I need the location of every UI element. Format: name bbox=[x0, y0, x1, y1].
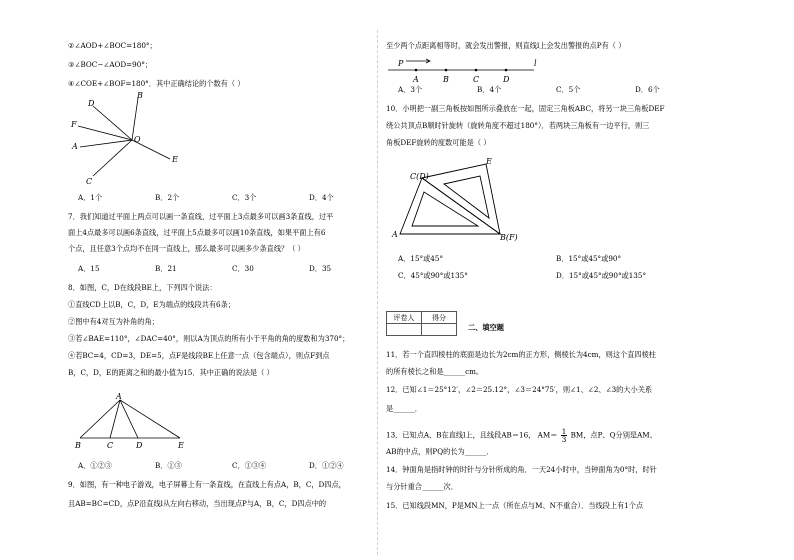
q14-line-2: 与分针重合______次． bbox=[386, 482, 458, 491]
ray-oc bbox=[93, 140, 132, 176]
q13-am: AM＝ bbox=[537, 430, 558, 440]
point-c bbox=[475, 69, 478, 72]
label-o: O bbox=[134, 135, 141, 144]
label-c: C bbox=[107, 441, 114, 450]
q9-line-3: 至少两个点距离相等时，就会发出警报，则直线l上会发出警报的点P有（ ） bbox=[386, 41, 626, 50]
q13-frac-num: 1 bbox=[561, 427, 567, 436]
q6-option-c: C．3个 bbox=[232, 193, 257, 202]
label-p: P bbox=[398, 59, 404, 68]
label-b: B bbox=[137, 91, 143, 100]
label-d: D bbox=[503, 75, 510, 84]
q9-option-d: D．6个 bbox=[635, 85, 660, 94]
q10-option-d: D．15°或45°或90°或135° bbox=[556, 271, 647, 280]
point-d bbox=[505, 69, 508, 72]
q6-statement-2: ②∠AOD+∠BOC=180°； bbox=[68, 41, 157, 50]
label-cd: C(D) bbox=[410, 172, 429, 181]
q7-option-a: A．15 bbox=[78, 264, 100, 273]
score-header-score: 得分 bbox=[422, 312, 457, 324]
q10-option-b: B．15°或45°或90° bbox=[556, 254, 622, 263]
q7-line-3: 个点，且任意3个点均不在同一直线上，那么最多可以画多少条直线？（ ） bbox=[68, 244, 305, 253]
figure-triangle-bcde bbox=[70, 392, 200, 452]
q9-option-a: A．3个 bbox=[398, 85, 423, 94]
label-b: B bbox=[75, 441, 81, 450]
label-a: A bbox=[392, 230, 398, 239]
q8-line-1: 8．如图，C，D在线段BE上，下列四个说法： bbox=[68, 283, 217, 292]
q6-option-b: B．2个 bbox=[155, 193, 180, 202]
q10-line-2: 绕公共顶点B顺时针旋转（旋转角度不超过180°）．若两块三角板有一边平行，则三 bbox=[386, 121, 650, 130]
triangle-def bbox=[422, 164, 500, 234]
q10-line-1: 10．小明把一副三角板按如图所示叠放在一起，固定三角板ABC，将另一块三角板DEF bbox=[386, 104, 665, 113]
q8-statement-1: ①直线CD上以B，C，D，E为端点的线段共有6条； bbox=[68, 300, 236, 309]
figure-set-squares bbox=[390, 156, 525, 246]
q7-option-b: B．21 bbox=[155, 264, 177, 273]
q9-option-b: B．4个 bbox=[477, 85, 502, 94]
q11-line-2: 的所有棱长之和是______cm。 bbox=[386, 367, 484, 376]
q7-line-2: 面上4点最多可以画6条直线，过平面上5点最多可以画10条直线，如果平面上有6 bbox=[68, 228, 326, 237]
q13-frac-den: 3 bbox=[561, 435, 567, 444]
score-header-grader: 评卷人 bbox=[387, 312, 422, 324]
q13-fraction bbox=[561, 428, 568, 443]
q10-option-c: C．45°或90°或135° bbox=[398, 271, 468, 280]
column-divider bbox=[377, 30, 378, 555]
score-cell-grader[interactable] bbox=[387, 324, 422, 336]
q10-option-a: A．15°或45° bbox=[398, 254, 444, 263]
q7-option-d: D．35 bbox=[309, 264, 332, 273]
segment-ac bbox=[110, 400, 120, 438]
q15-line-1: 15．已知线段MN，P是MN上一点（所在点与M、N不重合）．当线段上有1个点 bbox=[386, 501, 644, 510]
figure-line-abcd bbox=[386, 56, 546, 84]
q10-line-3: 角板DEF旋转的度数可能是（ ） bbox=[386, 138, 491, 147]
q9-line-1: 9．如图，有一种电子游戏，电子屏幕上有一条直线，在直线上有点A，B，C，D四点， bbox=[68, 480, 346, 489]
q8-statement-3: ③若∠BAE=110°，∠DAC=40°，则以A为顶点的所有小于平角的角的度数和为370°； bbox=[68, 334, 350, 343]
label-a: A bbox=[413, 75, 419, 84]
segment-ab bbox=[80, 400, 120, 438]
q6-statement-3: ③∠BOC−∠AOD=90°； bbox=[68, 60, 153, 69]
ray-ob bbox=[132, 98, 138, 140]
q12-line-2: 是______． bbox=[386, 404, 422, 413]
label-a: A bbox=[116, 392, 122, 401]
q9-line-2: 且AB=BC=CD，点P沿直线l从左向右移动，当出现点P与A，B，C，D四点中的 bbox=[68, 499, 327, 508]
label-l: l bbox=[534, 59, 537, 68]
score-table bbox=[386, 311, 457, 336]
q9-option-c: C．5个 bbox=[556, 85, 581, 94]
label-d: D bbox=[136, 441, 143, 450]
label-e: E bbox=[178, 441, 184, 450]
q13-line-2: AB的中点，则PQ的长为______． bbox=[386, 447, 494, 456]
score-cell-score[interactable] bbox=[422, 324, 457, 336]
q8-statement-4-cont: B，C，D，E的距离之和的最小值为15．其中正确的说法是（ ） bbox=[68, 368, 274, 377]
q13-line-1 bbox=[386, 428, 657, 443]
point-a bbox=[415, 69, 418, 72]
label-e: E bbox=[172, 155, 178, 164]
q7-line-1: 7．我们知道过平面上两点可以画一条直线，过平面上3点最多可以画3条直线，过平 bbox=[68, 212, 334, 221]
section-title: 二、填空题 bbox=[468, 323, 504, 332]
label-d: D bbox=[88, 99, 95, 108]
triangle-abc-inner bbox=[412, 192, 478, 226]
ray-oa bbox=[80, 140, 132, 147]
q13-text-b: BM，点P、Q分别是AM、 bbox=[570, 430, 657, 440]
label-e: E bbox=[486, 157, 492, 166]
label-c: C bbox=[473, 75, 480, 84]
label-a: A bbox=[72, 142, 78, 151]
q8-option-c: C．①③④ bbox=[232, 461, 267, 470]
q8-option-b: B．①③ bbox=[155, 461, 182, 470]
label-c: C bbox=[86, 177, 93, 186]
q14-line-1: 14．钟面角是指时钟的时针与分针所成的角．一天24小时中，当钟面角为0°时，时针 bbox=[386, 465, 657, 474]
q11-line-1: 11．若一个直四棱柱的底面是边长为2cm的正方形，侧棱长为4cm，则这个直四棱柱 bbox=[386, 350, 656, 359]
q12-line-1: 12．已知∠1＝25°12′，∠2＝25.12°，∠3＝24°75′，则∠1、∠2、∠3的大小关系 bbox=[386, 385, 653, 394]
figure-angles-o bbox=[60, 88, 190, 193]
q6-option-a: A．1个 bbox=[78, 193, 103, 202]
q6-option-d: D．4个 bbox=[309, 193, 334, 202]
q8-option-a: A．①②③ bbox=[78, 461, 112, 470]
q8-statement-2: ②图中有4对互为补角的角； bbox=[68, 317, 159, 326]
q13-text-a: 13．已知点A、B在直线l上，且线段AB＝16， bbox=[386, 430, 536, 440]
q6-statement-4: ④∠COE+∠BOF=180°．其中正确结论的个数有（ ） bbox=[68, 79, 245, 88]
label-b: B bbox=[443, 75, 449, 84]
triangle-def-inner bbox=[444, 176, 489, 218]
q8-statement-4: ④若BC=4，CD=3，DE=5，点F是线段BE上任意一点（包含端点），则点F到点 bbox=[68, 351, 330, 360]
point-b bbox=[445, 69, 448, 72]
label-f: F bbox=[71, 120, 77, 129]
label-bf: B(F) bbox=[500, 233, 518, 242]
q8-option-d: D．①②④ bbox=[309, 461, 344, 470]
q7-option-c: C．30 bbox=[232, 264, 254, 273]
